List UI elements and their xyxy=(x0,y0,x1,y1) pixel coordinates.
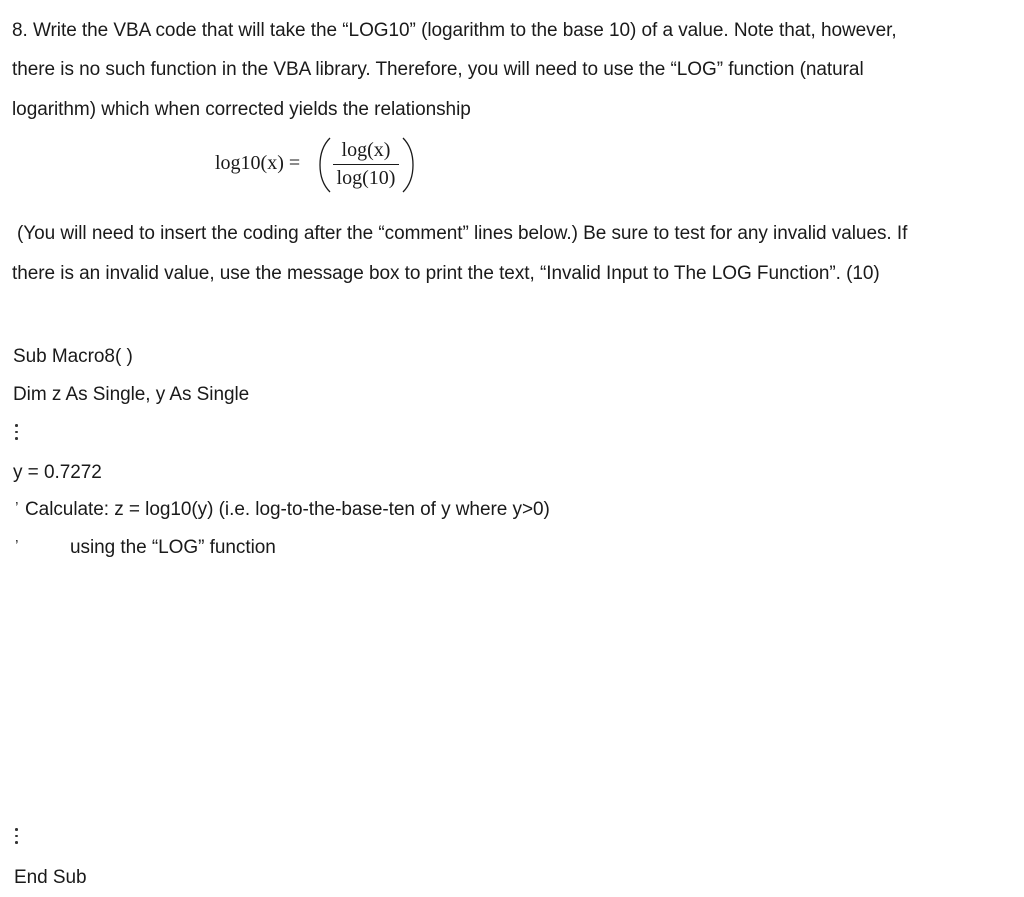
equation-fraction xyxy=(333,138,399,190)
code-end-line: End Sub xyxy=(14,867,87,888)
question-line-3: logarithm) which when corrected yields the relationship xyxy=(12,99,471,120)
vertical-ellipsis-icon xyxy=(14,424,20,442)
vertical-ellipsis-icon xyxy=(14,828,20,846)
comment-mark-2: ’ xyxy=(15,538,19,555)
code-dim-line: Dim z As Single, y As Single xyxy=(13,384,250,405)
question-line-4: (You will need to insert the coding after the “comment” lines below.) Be sure to test for any invalid values. If xyxy=(17,223,908,244)
question-line-2: there is no such function in the VBA library. Therefore, you will need to use the “LOG” function (natural xyxy=(12,59,864,80)
question-line-5: there is an invalid value, use the message box to print the text, “Invalid Input to The LOG Function”. (10) xyxy=(12,263,880,284)
right-paren-icon xyxy=(401,136,415,194)
equation-denominator: log(10) xyxy=(336,167,396,190)
fraction-bar xyxy=(333,164,399,165)
left-paren-icon xyxy=(318,136,332,194)
question-line-1: 8. Write the VBA code that will take the “LOG10” (logarithm to the base 10) of a value. Note that, however, xyxy=(12,20,897,41)
equation-numerator: log(x) xyxy=(341,139,391,161)
code-comment-line-1: Calculate: z = log10(y) (i.e. log-to-the-base-ten of y where y>0) xyxy=(25,499,550,520)
equation-lhs: log10(x) = xyxy=(215,152,301,174)
comment-mark-1: ’ xyxy=(15,500,19,517)
code-assign-line: y = 0.7272 xyxy=(13,462,102,483)
code-sub-line: Sub Macro8( ) xyxy=(13,346,133,367)
code-comment-line-2: using the “LOG” function xyxy=(70,537,276,558)
